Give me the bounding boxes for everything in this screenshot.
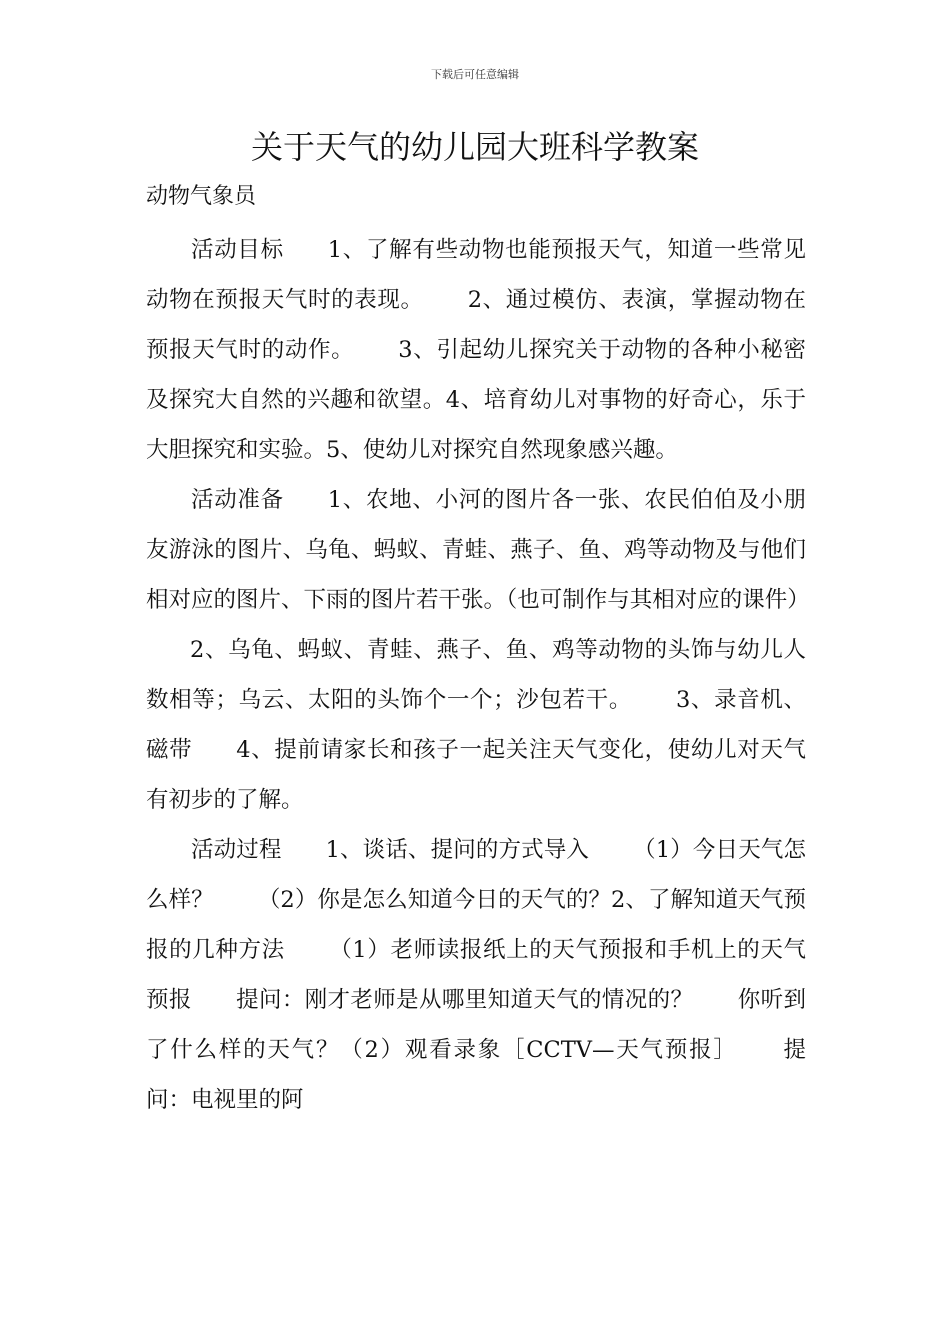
document-title: 关于天气的幼儿园大班科学教案 — [250, 128, 699, 166]
goal-item: 1、了解有些动物也能预报天气，知道一些常见动物在预报天气时的表现。 — [146, 237, 806, 313]
preparation-item: 4、提前请家长和孩子一起关注天气变化，使幼儿对天气有初步的了解。 — [146, 737, 806, 813]
process-item: （2）观看录象［CCTV—天气预报］ — [340, 1037, 738, 1063]
process-item: 提问：电视里的阿 — [146, 1037, 806, 1113]
goal-item: 5、使幼儿对探究自然现象感兴趣。 — [326, 437, 678, 463]
document-body — [146, 225, 810, 1125]
document-subtitle: 动物气象员 — [146, 184, 257, 209]
paragraph-activity-goals — [146, 225, 806, 475]
preparation-item: 1、农地、小河的图片各一张、农民伯伯及小朋友游泳的图片、乌龟、蚂蚁、青蛙、燕子、鱼、鸡等动物及与他们相对应的图片、下雨的图片若干张。（也可制作与其相对应的课件） — [146, 487, 810, 613]
process-item: 提问：刚才老师是从哪里知道天气的情况的？ — [235, 987, 694, 1013]
section-heading-preparation: 活动准备 — [191, 487, 284, 513]
process-item: （2）你是怎么知道今日的天气的？ — [257, 887, 611, 913]
goal-item: 2、通过模仿、表演，掌握动物在预报天气时的动作。 — [146, 287, 806, 363]
goal-item: 4、培育幼儿对事物的好奇心，乐于大胆探究和实验。 — [146, 387, 806, 463]
header-note: 下载后可任意编辑 — [431, 68, 519, 81]
section-heading-goals: 活动目标 — [191, 237, 284, 263]
process-item: 你听到了什么样的天气？ — [146, 987, 806, 1063]
preparation-item: 2、乌龟、蚂蚁、青蛙、燕子、鱼、鸡等动物的头饰与幼儿人数相等；乌云、太阳的头饰个一个；沙包若干。 — [146, 637, 806, 713]
section-heading-process: 活动过程 — [191, 837, 282, 863]
process-item: 2、了解知道天气预报的几种方法 — [146, 887, 806, 963]
paragraph-activity-process — [146, 825, 806, 1125]
process-item: （1）今日天气怎么样？ — [146, 837, 806, 913]
paragraph-activity-preparation — [146, 475, 810, 825]
preparation-item: 3、录音机、磁带 — [146, 687, 806, 763]
goal-item: 3、引起幼儿探究关于动物的各种小秘密及探究大自然的兴趣和欲望。 — [146, 337, 806, 413]
process-item: 1、谈话、提问的方式导入 — [325, 837, 590, 863]
process-item: （1）老师读报纸上的天气预报和手机上的天气预报 — [146, 937, 806, 1013]
